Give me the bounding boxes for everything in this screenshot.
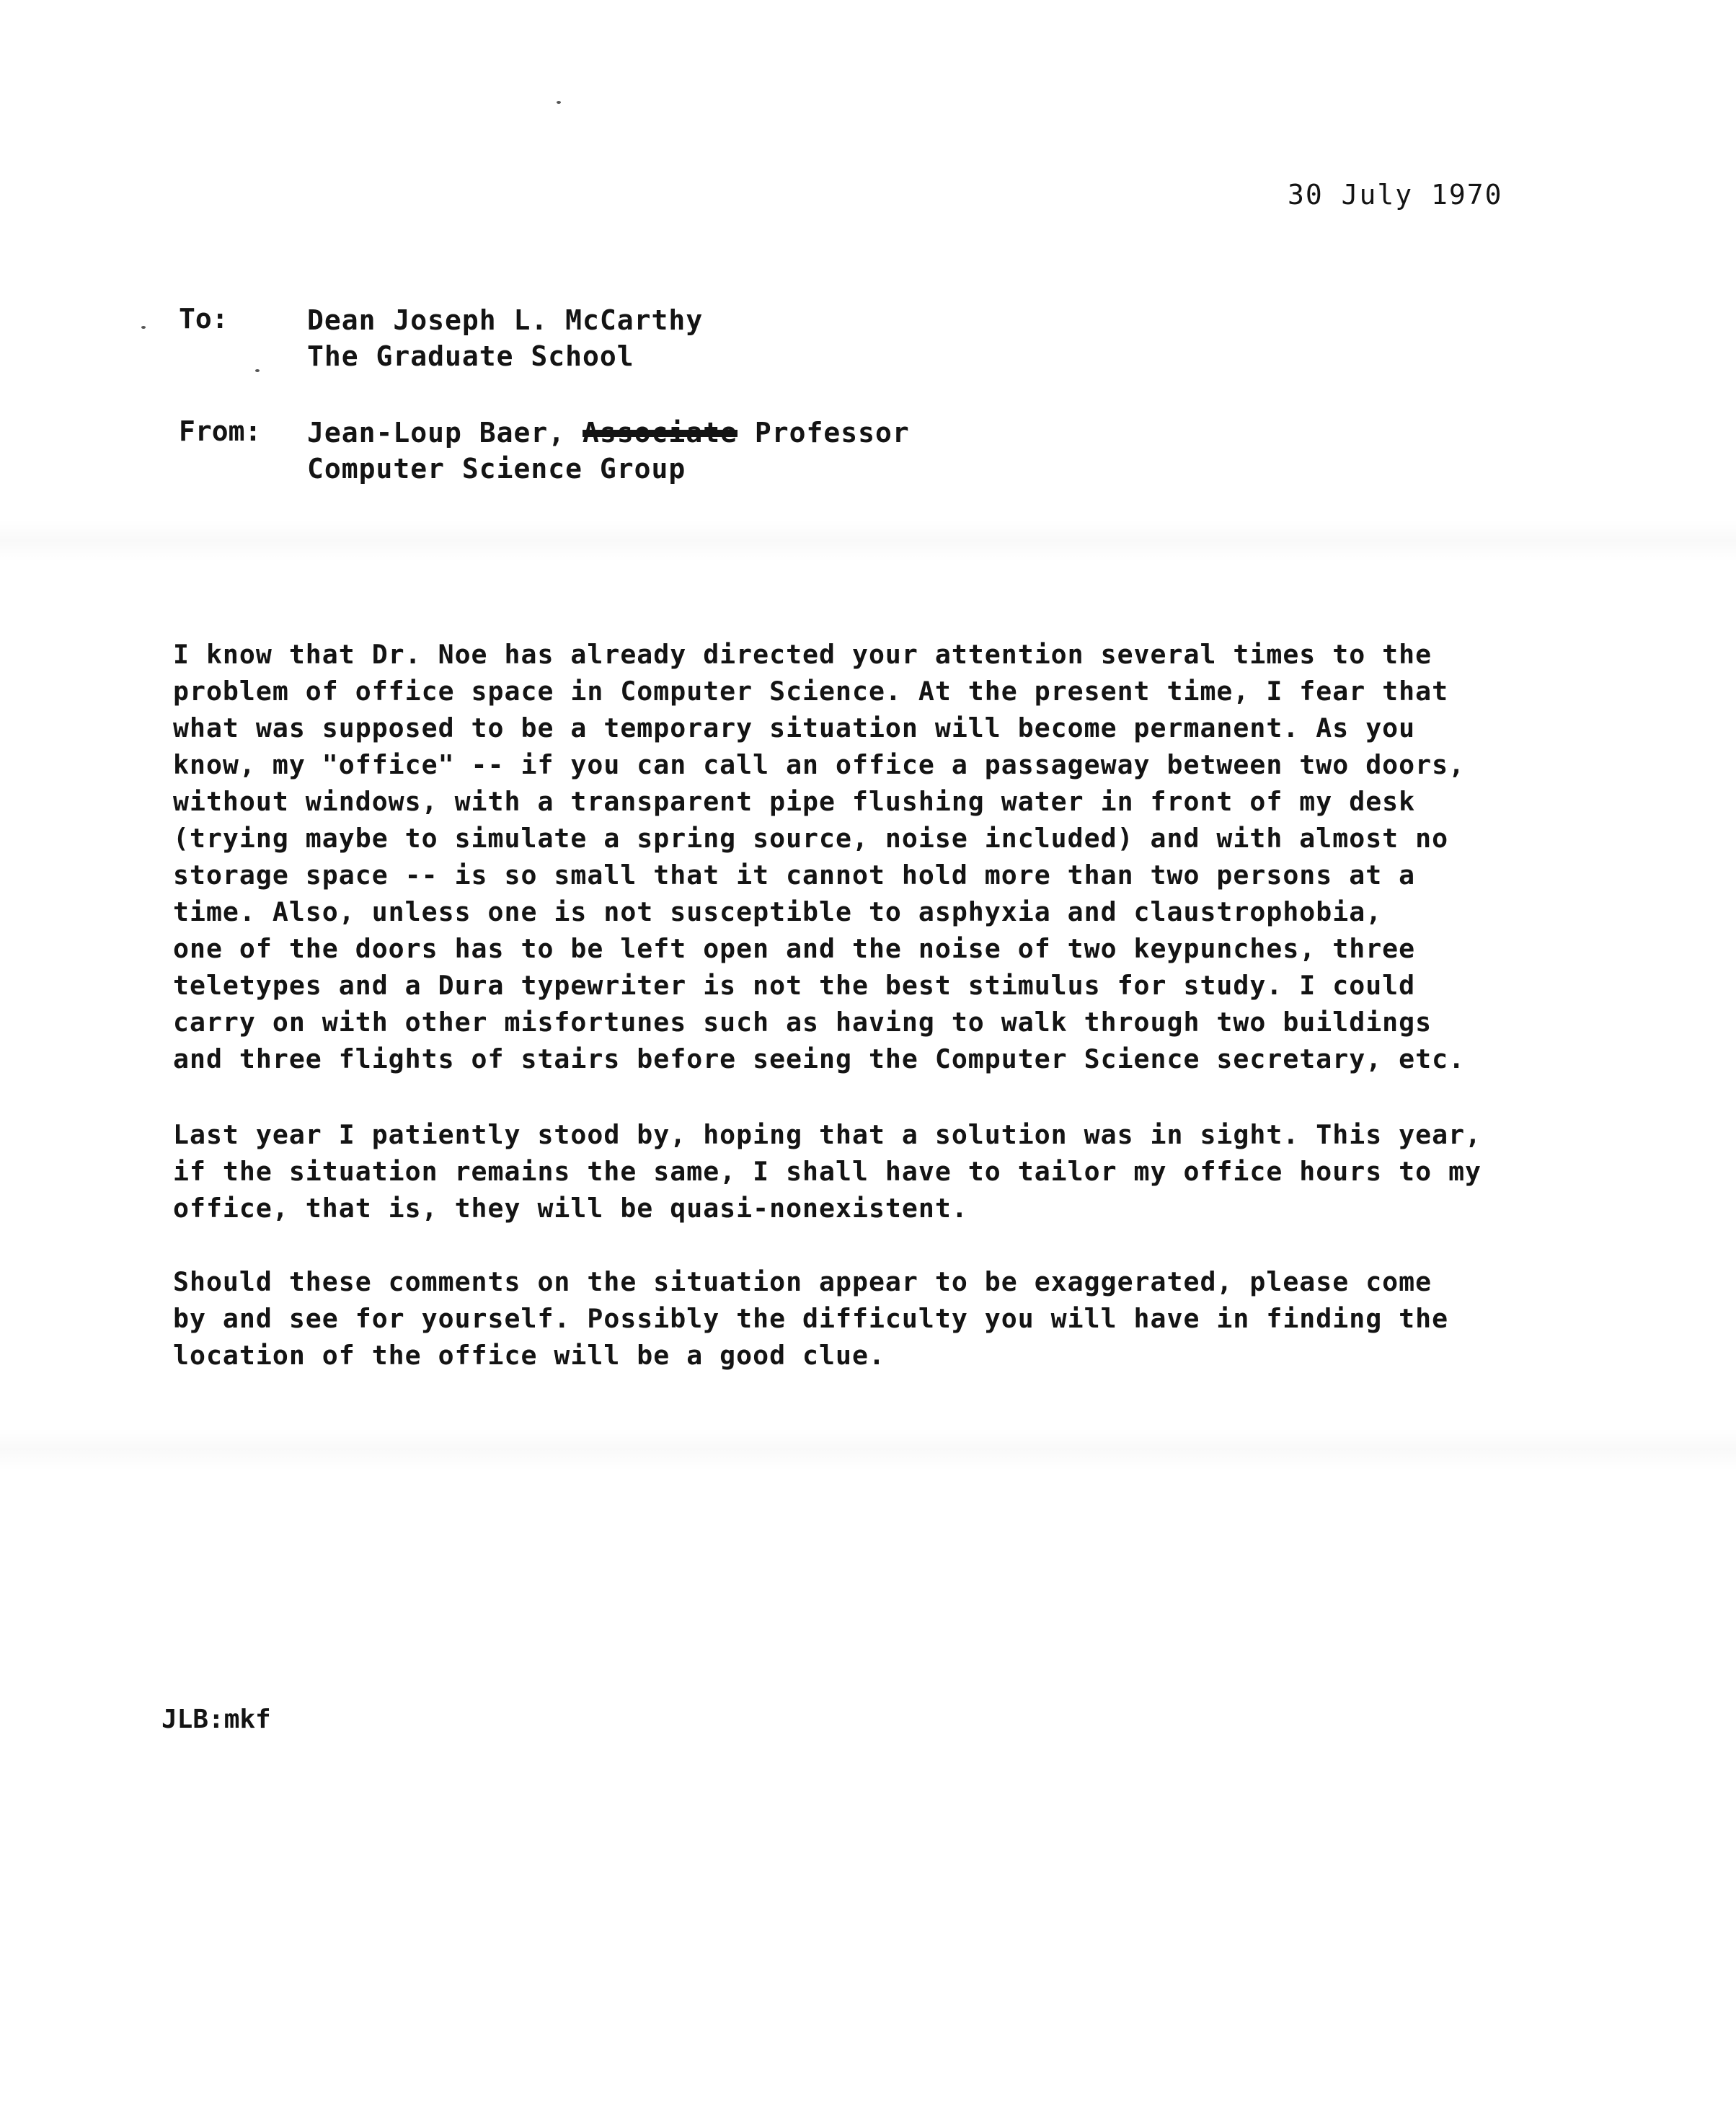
paper-speck [141,326,146,329]
paragraph-line: by and see for yourself. Possibly the difficulty you will have in finding the [173,1303,1449,1334]
typist-initials: JLB:mkf [161,1705,271,1734]
paragraph-line: (trying maybe to simulate a spring source, noise included) and with almost no [173,823,1449,854]
paragraph-1 [173,636,1615,1077]
paragraph-line: one of the doors has to be left open and the noise of two keypunches, three [173,933,1416,964]
recipient-name: Dean Joseph L. McCarthy [307,304,704,336]
paragraph-line: know, my "office" -- if you can call an office a passageway between two doors, [173,749,1466,780]
recipient-school: The Graduate School [307,340,634,372]
sender-department: Computer Science Group [307,453,686,485]
paper-fold-shadow [0,519,1736,562]
paragraph-line: without windows, with a transparent pipe flushing water in front of my desk [173,786,1416,817]
from-label: From: [179,415,262,447]
sender-name: Jean-Loup Baer, [307,417,583,449]
struck-title-word: Associate [583,417,738,449]
paragraph-line: storage space -- is so small that it cannot hold more than two persons at a [173,860,1416,891]
memo-date: 30 July 1970 [1288,179,1503,211]
paragraph-line: problem of office space in Computer Science. At the present time, I fear that [173,676,1449,707]
paragraph-line: Last year I patiently stood by, hoping that a solution was in sight. This year, [173,1119,1482,1150]
sender-title: Professor [737,417,910,449]
paragraph-3 [173,1263,1615,1374]
to-label: To: [179,303,229,335]
paragraph-line: carry on with other misfortunes such as having to walk through two buildings [173,1007,1432,1038]
paragraph-line: time. Also, unless one is not susceptible to asphyxia and claustrophobia, [173,896,1383,927]
paragraph-line: Should these comments on the situation appear to be exaggerated, please come [173,1266,1432,1297]
sender-name-title [307,417,910,449]
paper-speck [557,101,561,104]
paragraph-2 [173,1116,1615,1227]
paragraph-line: office, that is, they will be quasi-nonexistent. [173,1193,968,1224]
paragraph-line: teletypes and a Dura typewriter is not the best stimulus for study. I could [173,970,1416,1001]
paper-speck [255,369,260,372]
paragraph-line: if the situation remains the same, I shall have to tailor my office hours to my [173,1156,1482,1187]
paragraph-line: what was supposed to be a temporary situation will become permanent. As you [173,712,1416,743]
paper-fold-shadow [0,1428,1736,1471]
paragraph-line: and three flights of stairs before seeing the Computer Science secretary, etc. [173,1043,1466,1074]
paragraph-line: I know that Dr. Noe has already directed your attention several times to the [173,639,1432,670]
paragraph-line: location of the office will be a good clue. [173,1340,885,1371]
